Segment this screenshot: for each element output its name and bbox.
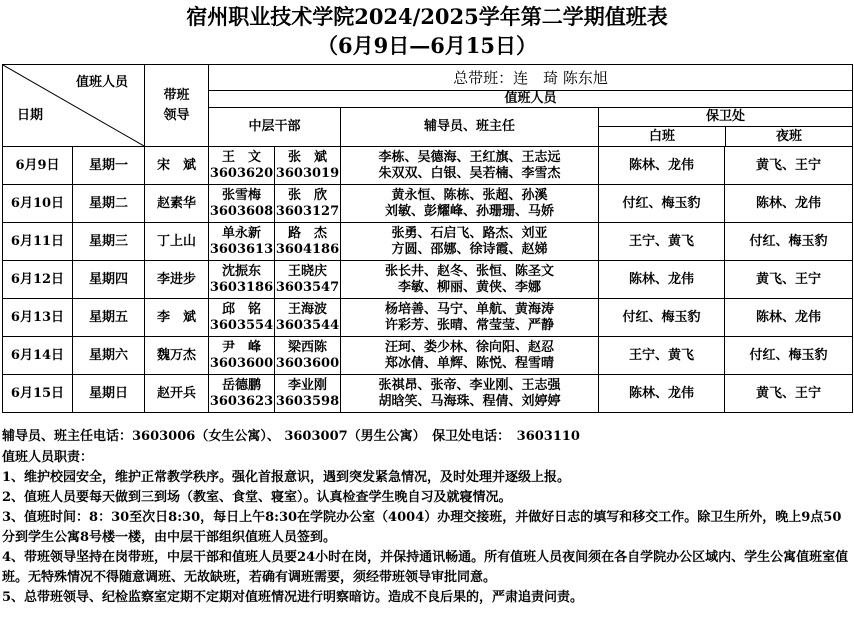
duty-notes [2, 448, 850, 608]
header-cadre: 中层干部 [209, 108, 341, 147]
leader-cell: 丁上山 [145, 223, 209, 261]
day-shift-cell: 付红、梅玉豹 [599, 185, 725, 223]
date-cell: 6月14日 [3, 337, 73, 375]
night-shift-cell: 陈林、龙伟 [725, 185, 853, 223]
day-shift-cell: 陈林、龙伟 [599, 147, 725, 185]
night-shift-cell: 付红、梅玉豹 [725, 337, 853, 375]
header-security: 保卫处 [599, 108, 852, 127]
table-row [3, 261, 853, 299]
cadre-cell: 路 杰 3604186 [275, 223, 341, 261]
header-leader: 带班领导 [145, 65, 209, 147]
date-cell: 6月12日 [3, 261, 73, 299]
staff-cell: 张勇、石启飞、路杰、刘亚 方圆、邵娜、徐诗霞、赵娣 [341, 223, 599, 261]
day-shift-cell: 陈林、龙伟 [599, 375, 725, 413]
header-general-leader: 总带班：连 琦 陈东旭 [209, 65, 853, 91]
table-row [3, 375, 853, 413]
weekday-cell: 星期一 [73, 147, 145, 185]
night-shift-cell: 付红、梅玉豹 [725, 223, 853, 261]
page-title: 宿州职业技术学院2024/2025学年第二学期值班表 [186, 4, 668, 29]
table-row [3, 299, 853, 337]
cadre-cell: 张雪梅 3603608 [209, 185, 275, 223]
staff-cell: 李栋、吴德海、王红旗、王志远 朱双双、白银、吴若楠、李雪杰 [341, 147, 599, 185]
header-night-shift: 夜班 [775, 129, 802, 144]
leader-cell: 赵开兵 [145, 375, 209, 413]
night-shift-cell: 黄飞、王宁 [725, 147, 853, 185]
staff-cell: 张祺昂、张帝、李业刚、王志强 胡晗笑、马海珠、程倩、刘婷婷 [341, 375, 599, 413]
header-duty-staff: 值班人员 [75, 75, 128, 90]
cadre-cell: 尹 峰 3603600 [209, 337, 275, 375]
diagonal-header-cell [3, 65, 145, 147]
header-date: 日期 [17, 108, 44, 123]
header-counselor: 辅导员、班主任 [341, 108, 599, 147]
cadre-cell: 岳德鹏 3603623 [209, 375, 275, 413]
night-shift-cell: 黄飞、王宁 [725, 375, 853, 413]
header-security-group [599, 108, 853, 147]
day-shift-cell: 陈林、龙伟 [599, 261, 725, 299]
cadre-cell: 张 斌 3603019 [275, 147, 341, 185]
cadre-cell: 梁西陈 3603600 [275, 337, 341, 375]
leader-cell: 宋 斌 [145, 147, 209, 185]
date-cell: 6月15日 [3, 375, 73, 413]
date-cell: 6月9日 [3, 147, 73, 185]
note-item: 3、值班时间：8：30至次日8:30，每日上午8:30在学院办公室（4004）办理交接班，并做好日志的填写和移交工作。除卫生所外，晚上9点50分到学生公寓8号楼一楼，由中层干部组织值班人员签到。 [2, 510, 842, 545]
cadre-cell: 李业刚 3603598 [275, 375, 341, 413]
date-cell: 6月10日 [3, 185, 73, 223]
leader-cell: 李 斌 [145, 299, 209, 337]
cadre-cell: 张 欣 3603127 [275, 185, 341, 223]
weekday-cell: 星期二 [73, 185, 145, 223]
night-shift-cell: 陈林、龙伟 [725, 299, 853, 337]
staff-cell: 黄永恒、陈栋、张超、孙溪 刘敏、彭耀峰、孙珊珊、马娇 [341, 185, 599, 223]
weekday-cell: 星期三 [73, 223, 145, 261]
day-shift-cell: 王宁、黄飞 [599, 337, 725, 375]
cadre-cell: 王海波 3603544 [275, 299, 341, 337]
leader-cell: 李进步 [145, 261, 209, 299]
weekday-cell: 星期四 [73, 261, 145, 299]
header-duty-staff-group: 值班人员 [209, 91, 853, 108]
staff-cell: 张长井、赵冬、张恒、陈圣文 李敏、柳丽、黄侠、李娜 [341, 261, 599, 299]
cadre-cell: 邱 铭 3603554 [209, 299, 275, 337]
notes-heading: 值班人员职责： [2, 450, 94, 465]
date-cell: 6月11日 [3, 223, 73, 261]
cadre-cell: 单永新 3603613 [209, 223, 275, 261]
staff-cell: 汪珂、娄少林、徐向阳、赵忍 郑冰倩、单辉、陈悦、程雪晴 [341, 337, 599, 375]
note-item: 5、总带班领导、纪检监察室定期不定期对值班情况进行明察暗访。造成不良后果的，严肃追责问责。 [2, 590, 584, 605]
cadre-cell: 王 文 3603620 [209, 147, 275, 185]
day-shift-cell: 王宁、黄飞 [599, 223, 725, 261]
table-row [3, 185, 853, 223]
day-shift-cell: 付红、梅玉豹 [599, 299, 725, 337]
leader-cell: 魏万杰 [145, 337, 209, 375]
table-row [3, 223, 853, 261]
note-item: 1、维护校园安全，维护正常教学秩序。强化首报意识，遇到突发紧急情况，及时处理并逐级上报。 [2, 470, 571, 485]
weekday-cell: 星期五 [73, 299, 145, 337]
staff-cell: 杨培善、马宁、单航、黄海涛 许彩芳、张晴、常莹莹、严静 [341, 299, 599, 337]
duty-table [2, 64, 853, 413]
date-cell: 6月13日 [3, 299, 73, 337]
weekday-cell: 星期日 [73, 375, 145, 413]
note-item: 2、值班人员要每天做到三到场（教室、食堂、寝室）。认真检查学生晚自习及就寝情况。 [2, 490, 512, 505]
page-subtitle: （6月9日—6月15日） [316, 33, 538, 58]
cadre-cell: 沈振东 3603186 [209, 261, 275, 299]
table-row [3, 337, 853, 375]
header-day-shift: 白班 [599, 127, 726, 146]
night-shift-cell: 黄飞、王宁 [725, 261, 853, 299]
leader-cell: 赵素华 [145, 185, 209, 223]
note-item: 4、带班领导坚持在岗带班，中层干部和值班人员要24小时在岗，并保持通讯畅通。所有值班人员夜间须在各自学院办公区域内、学生公寓值班室值班。无特殊情况不得随意调班、无故缺班，若确有调班需要，须经带班领导审批同意。 [2, 550, 849, 585]
weekday-cell: 星期六 [73, 337, 145, 375]
cadre-cell: 王晓庆 3603547 [275, 261, 341, 299]
table-row [3, 147, 853, 185]
phone-line: 辅导员、班主任电话：3603006（女生公寓）、 3603007（男生公寓） 保卫处电话： 3603110 [2, 429, 580, 444]
